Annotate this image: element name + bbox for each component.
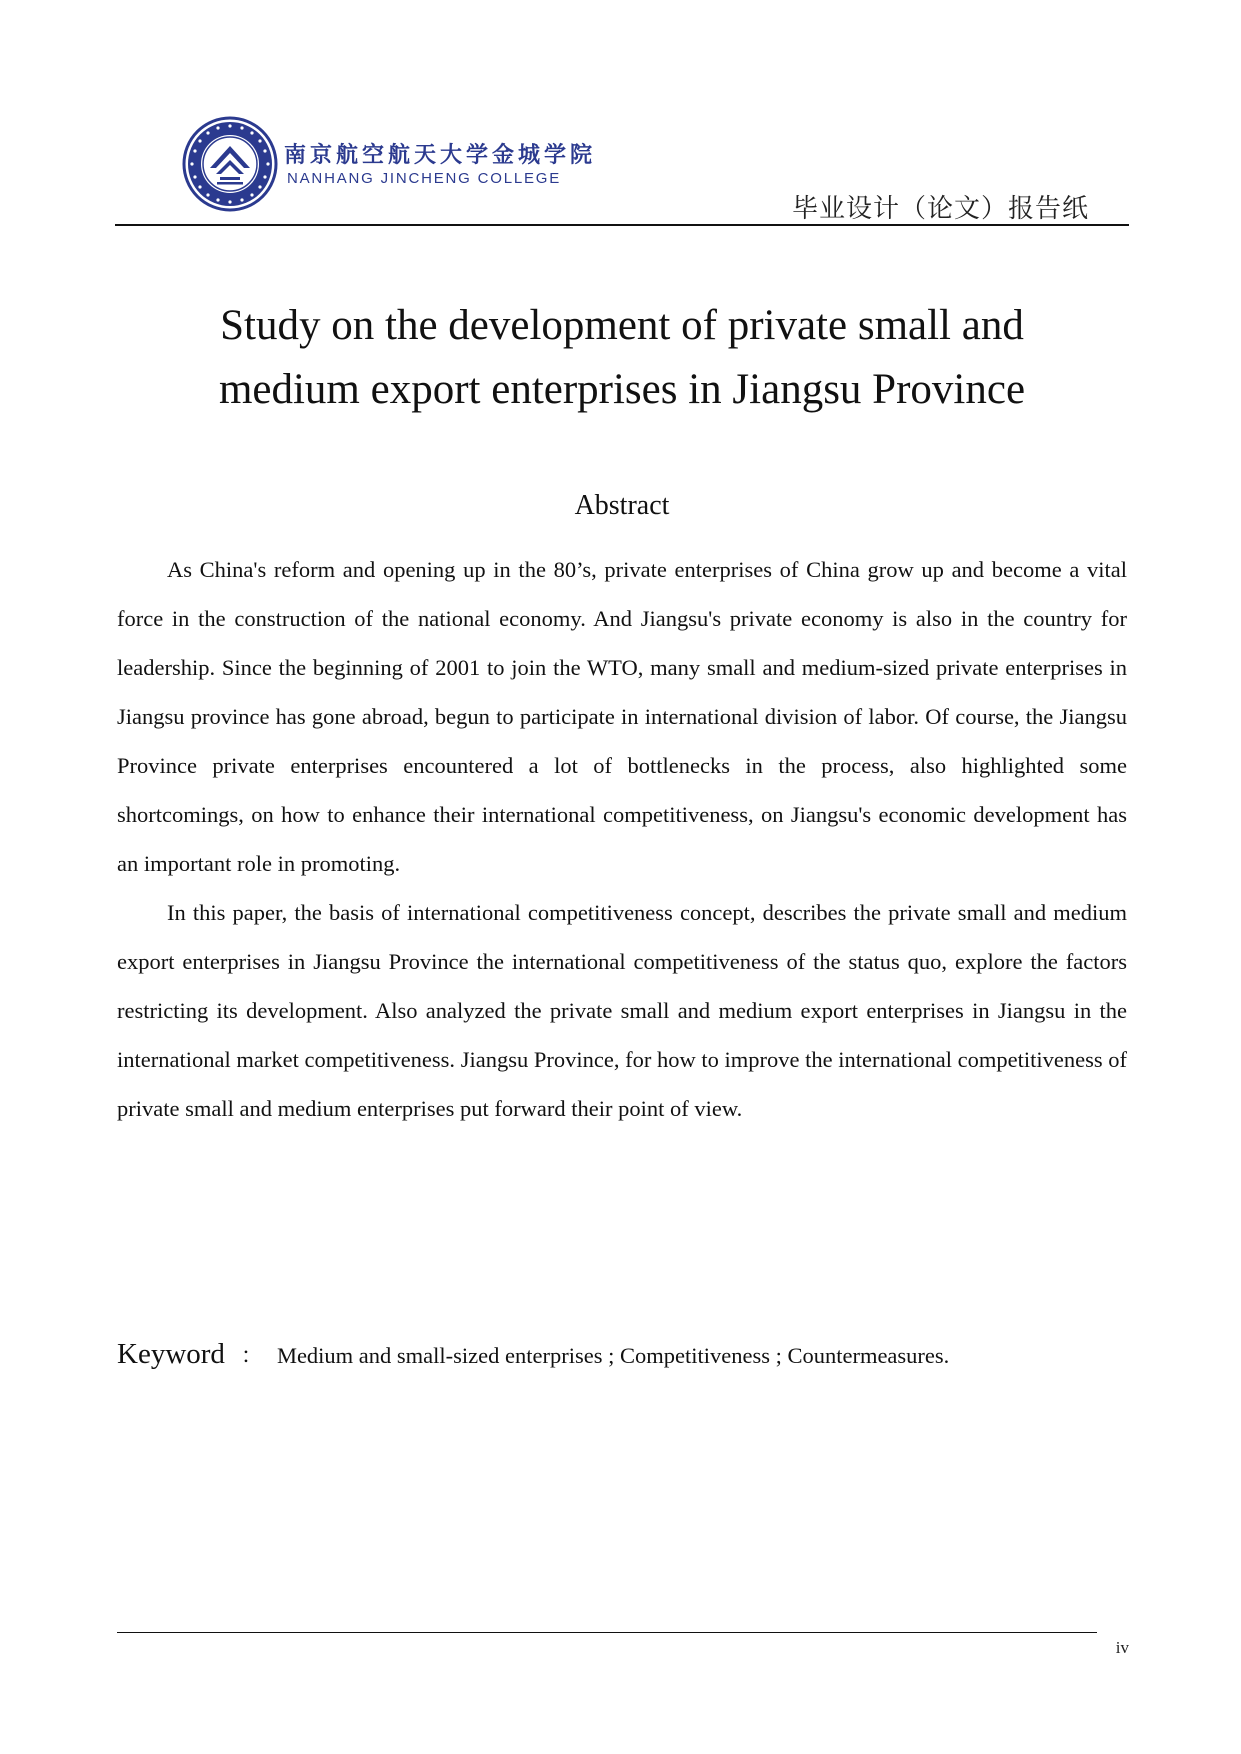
page-number: iv	[1115, 1638, 1129, 1657]
keywords-line	[117, 1338, 1127, 1371]
keyword-label: Keyword	[117, 1338, 225, 1370]
keyword-values: Medium and small-sized enterprises ; Competitiveness ; Countermeasures.	[276, 1343, 950, 1368]
title-line-1: Study on the development of private small and	[220, 302, 1024, 349]
abstract-paragraph: As China's reform and opening up in the 80’s, private enterprises of China grow up and become a vital force in the construction of the national economy. And Jiangsu's private economy is also in the country for leadership. Since the beginning of 2001 to join the WTO, many small and medium-sized private enterprises in Jiangsu province has gone abroad, begun to participate in international division of labor. Of course, the Jiangsu Province private enterprises encountered a lot of bottlenecks in the process, also highlighted some shortcomings, on how to enhance their international competitiveness, on Jiangsu's economic development has an important role in promoting.	[117, 557, 1127, 876]
college-name-en: NANHANG JINCHENG COLLEGE	[287, 170, 562, 187]
abstract-body	[117, 545, 1127, 1133]
college-logo	[182, 116, 278, 212]
title-line-2: medium export enterprises in Jiangsu Province	[218, 366, 1026, 413]
document-title	[115, 294, 1129, 422]
keyword-separator: ：	[240, 1343, 263, 1368]
abstract-heading: Abstract	[574, 490, 670, 521]
footer-divider	[117, 1632, 1097, 1633]
report-paper-label: 毕业设计（论文）报告纸	[791, 194, 1089, 224]
college-name-cn: 南京航空航天大学金城学院	[284, 142, 597, 168]
college-seal-icon	[182, 116, 278, 212]
header-divider	[115, 224, 1129, 226]
abstract-paragraph: In this paper, the basis of international competitiveness concept, describes the private small and medium export enterprises in Jiangsu Province the international competitiveness of the status quo, explore the factors restricting its development. Also analyzed the private small and medium export enterprises in Jiangsu in the international market competitiveness. Jiangsu Province, for how to improve the international competitiveness of private small and medium enterprises put forward their point of view.	[117, 900, 1127, 1121]
